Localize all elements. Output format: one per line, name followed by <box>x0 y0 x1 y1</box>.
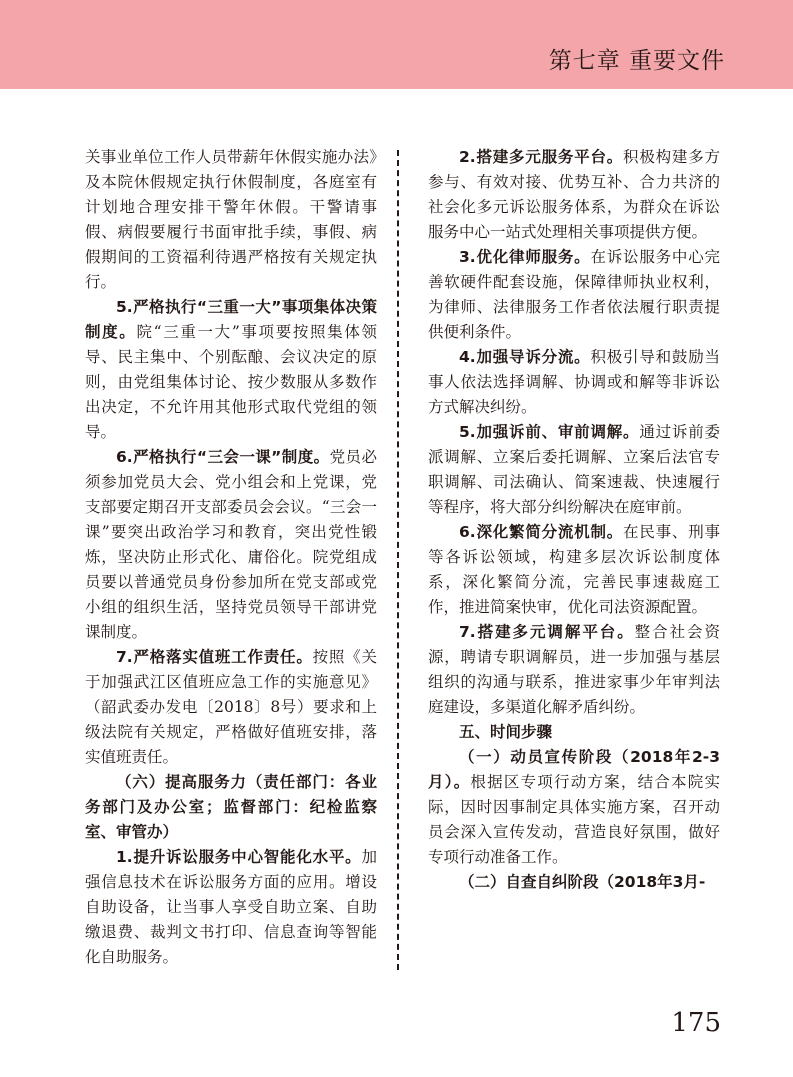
paragraph <box>428 620 720 720</box>
right-column <box>428 145 720 895</box>
paragraph-text: 整合社会资源，聘请专职调解员，进一步加强与基层组织的沟通与联系，推进家事少年审判法庭建设，多渠道化解矛盾纠纷。 <box>428 623 720 716</box>
paragraph-text: 按照《关于加强武江区值班应急工作的实施意见》（韶武委办发电〔2018〕8号）要求和上级法院有关规定，严格做好值班安排，落实值班责任。 <box>85 648 377 766</box>
paragraph-text: 党员必须参加党员大会、党小组会和上党课，党支部要定期召开支部委员会会议。“三会一课”要突出政治学习和教育，突出党性锻炼，坚决防止形式化、庸俗化。院党组成员要以普通党员身份参加所在党支部或党小组的组织生活，坚持党员领导干部讲党课制度。 <box>85 448 377 641</box>
paragraph <box>428 345 720 420</box>
paragraph-text: 根据区专项行动方案，结合本院实际，因时因事制定具体实施方案，召开动员会深入宣传发动，营造良好氛围，做好专项行动准备工作。 <box>428 773 720 866</box>
paragraph <box>428 520 720 620</box>
page-number: 175 <box>671 1008 721 1038</box>
paragraph <box>85 445 377 645</box>
paragraph-heading: 7.搭建多元调解平台。 <box>459 623 635 641</box>
chapter-title: 第七章 重要文件 <box>548 48 725 74</box>
paragraph-text: 关事业单位工作人员带薪年休假实施办法》及本院休假规定执行休假制度，各庭室有计划地合理安排干警年休假。干警请事假、病假要履行书面审批手续，事假、病假期间的工资福利待遇严格按有关规定执行。 <box>85 148 377 291</box>
paragraph-heading: 4.加强导诉分流。 <box>459 348 591 366</box>
paragraph-text: 在民事、刑事等各诉讼领域，构建多层次诉讼制度体系，深化繁简分流，完善民事速裁庭工作，推进简案快审，优化司法资源配置。 <box>428 523 720 616</box>
paragraph <box>428 720 720 745</box>
paragraph-text: 积极构建多方参与、有效对接、优势互补、合力共济的社会化多元诉讼服务体系，为群众在诉讼服务中心一站式处理相关事项提供方便。 <box>428 148 720 241</box>
section-heading: （六）提高服务力（责任部门：各业务部门及办公室；监督部门：纪检监察室、审管办） <box>85 773 377 841</box>
paragraph <box>428 745 720 870</box>
paragraph <box>428 245 720 345</box>
chapter-header-band <box>0 0 793 89</box>
paragraph-heading: （一）动员宣传阶段（2018年2-3月）。 <box>428 748 720 791</box>
paragraph <box>428 870 720 895</box>
paragraph <box>428 145 720 245</box>
paragraph-heading: 5.加强诉前、审前调解。 <box>459 423 640 441</box>
paragraph-heading: 2.搭建多元服务平台。 <box>459 148 624 166</box>
paragraph <box>85 845 377 970</box>
paragraph-text: 院“三重一大”事项要按照集体领导、民主集中、个别酝酿、会议决定的原则，由党组集体讨论、按少数服从多数作出决定，不允许用其他形式取代党组的领导。 <box>85 323 377 441</box>
paragraph-heading: （二）自查自纠阶段（2018年3月- <box>459 873 706 891</box>
paragraph-heading: 6.深化繁简分流机制。 <box>459 523 624 541</box>
paragraph-heading: 3.优化律师服务。 <box>459 248 591 266</box>
paragraph-heading: 7.严格落实值班工作责任。 <box>116 648 313 666</box>
paragraph <box>85 770 377 845</box>
paragraph <box>428 420 720 520</box>
left-column <box>85 145 377 970</box>
paragraph <box>85 295 377 445</box>
column-divider <box>397 150 399 970</box>
paragraph <box>85 645 377 770</box>
paragraph-heading: 5.严格执行“三重一大”事项集体决策制度。 <box>85 298 377 341</box>
paragraph-text: 在诉讼服务中心完善软硬件配套设施，保障律师执业权利，为律师、法律服务工作者依法履行职责提供便利条件。 <box>428 248 720 341</box>
paragraph <box>85 145 377 295</box>
paragraph-heading: 6.严格执行“三会一课”制度。 <box>116 448 330 466</box>
section-heading: 五、时间步骤 <box>459 723 553 741</box>
paragraph-text: 加强信息技术在诉讼服务方面的应用。增设自助设备，让当事人享受自助立案、自助缴退费、裁判文书打印、信息查询等智能化自助服务。 <box>85 848 377 966</box>
paragraph-text: 通过诉前委派调解、立案后委托调解、立案后法官专职调解、司法确认、简案速裁、快速履行等程序，将大部分纠纷解决在庭审前。 <box>428 423 720 516</box>
paragraph-heading: 1.提升诉讼服务中心智能化水平。 <box>116 848 362 866</box>
paragraph-text: 积极引导和鼓励当事人依法选择调解、协调或和解等非诉讼方式解决纠纷。 <box>428 348 720 416</box>
